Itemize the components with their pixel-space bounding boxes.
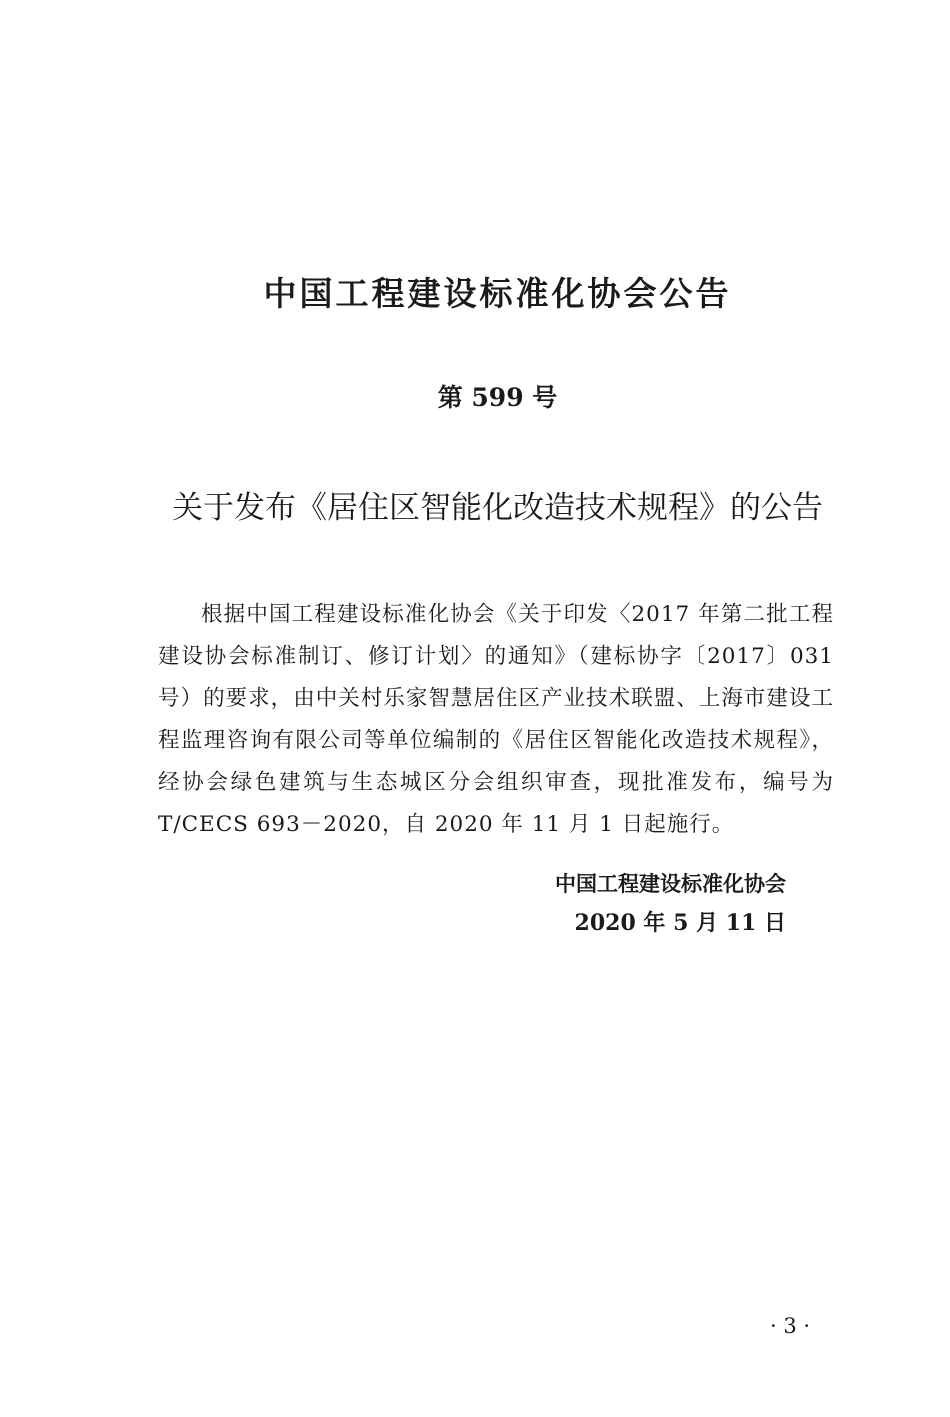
signature-organization: 中国工程建设标准化协会 xyxy=(555,872,786,896)
page-number: · 3 · xyxy=(769,1314,811,1338)
announcement-body: 根据中国工程建设标准化协会《关于印发〈2017 年第二批工程建设协会标准制订、修订计划〉的通知》（建标协字〔2017〕031 号）的要求，由中关村乐家智慧居住区产业技术联盟、上海市建设工程监理咨询有限公司等单位编制的《居住区智能化改造技术规程》，经协会绿色建筑与生态城区分会组织审查，现批准发布，编号为 T/CECS 693－2020，自 2020 年 11 月 1 日起施行。 xyxy=(158,602,834,837)
announcement-subject: 关于发布《居住区智能化改造技术规程》的公告 xyxy=(172,490,823,526)
signature-date: 2020 年 5 月 11 日 xyxy=(574,910,786,936)
announcement-number: 第 599 号 xyxy=(437,383,558,412)
organization-title: 中国工程建设标准化协会公告 xyxy=(263,274,732,313)
